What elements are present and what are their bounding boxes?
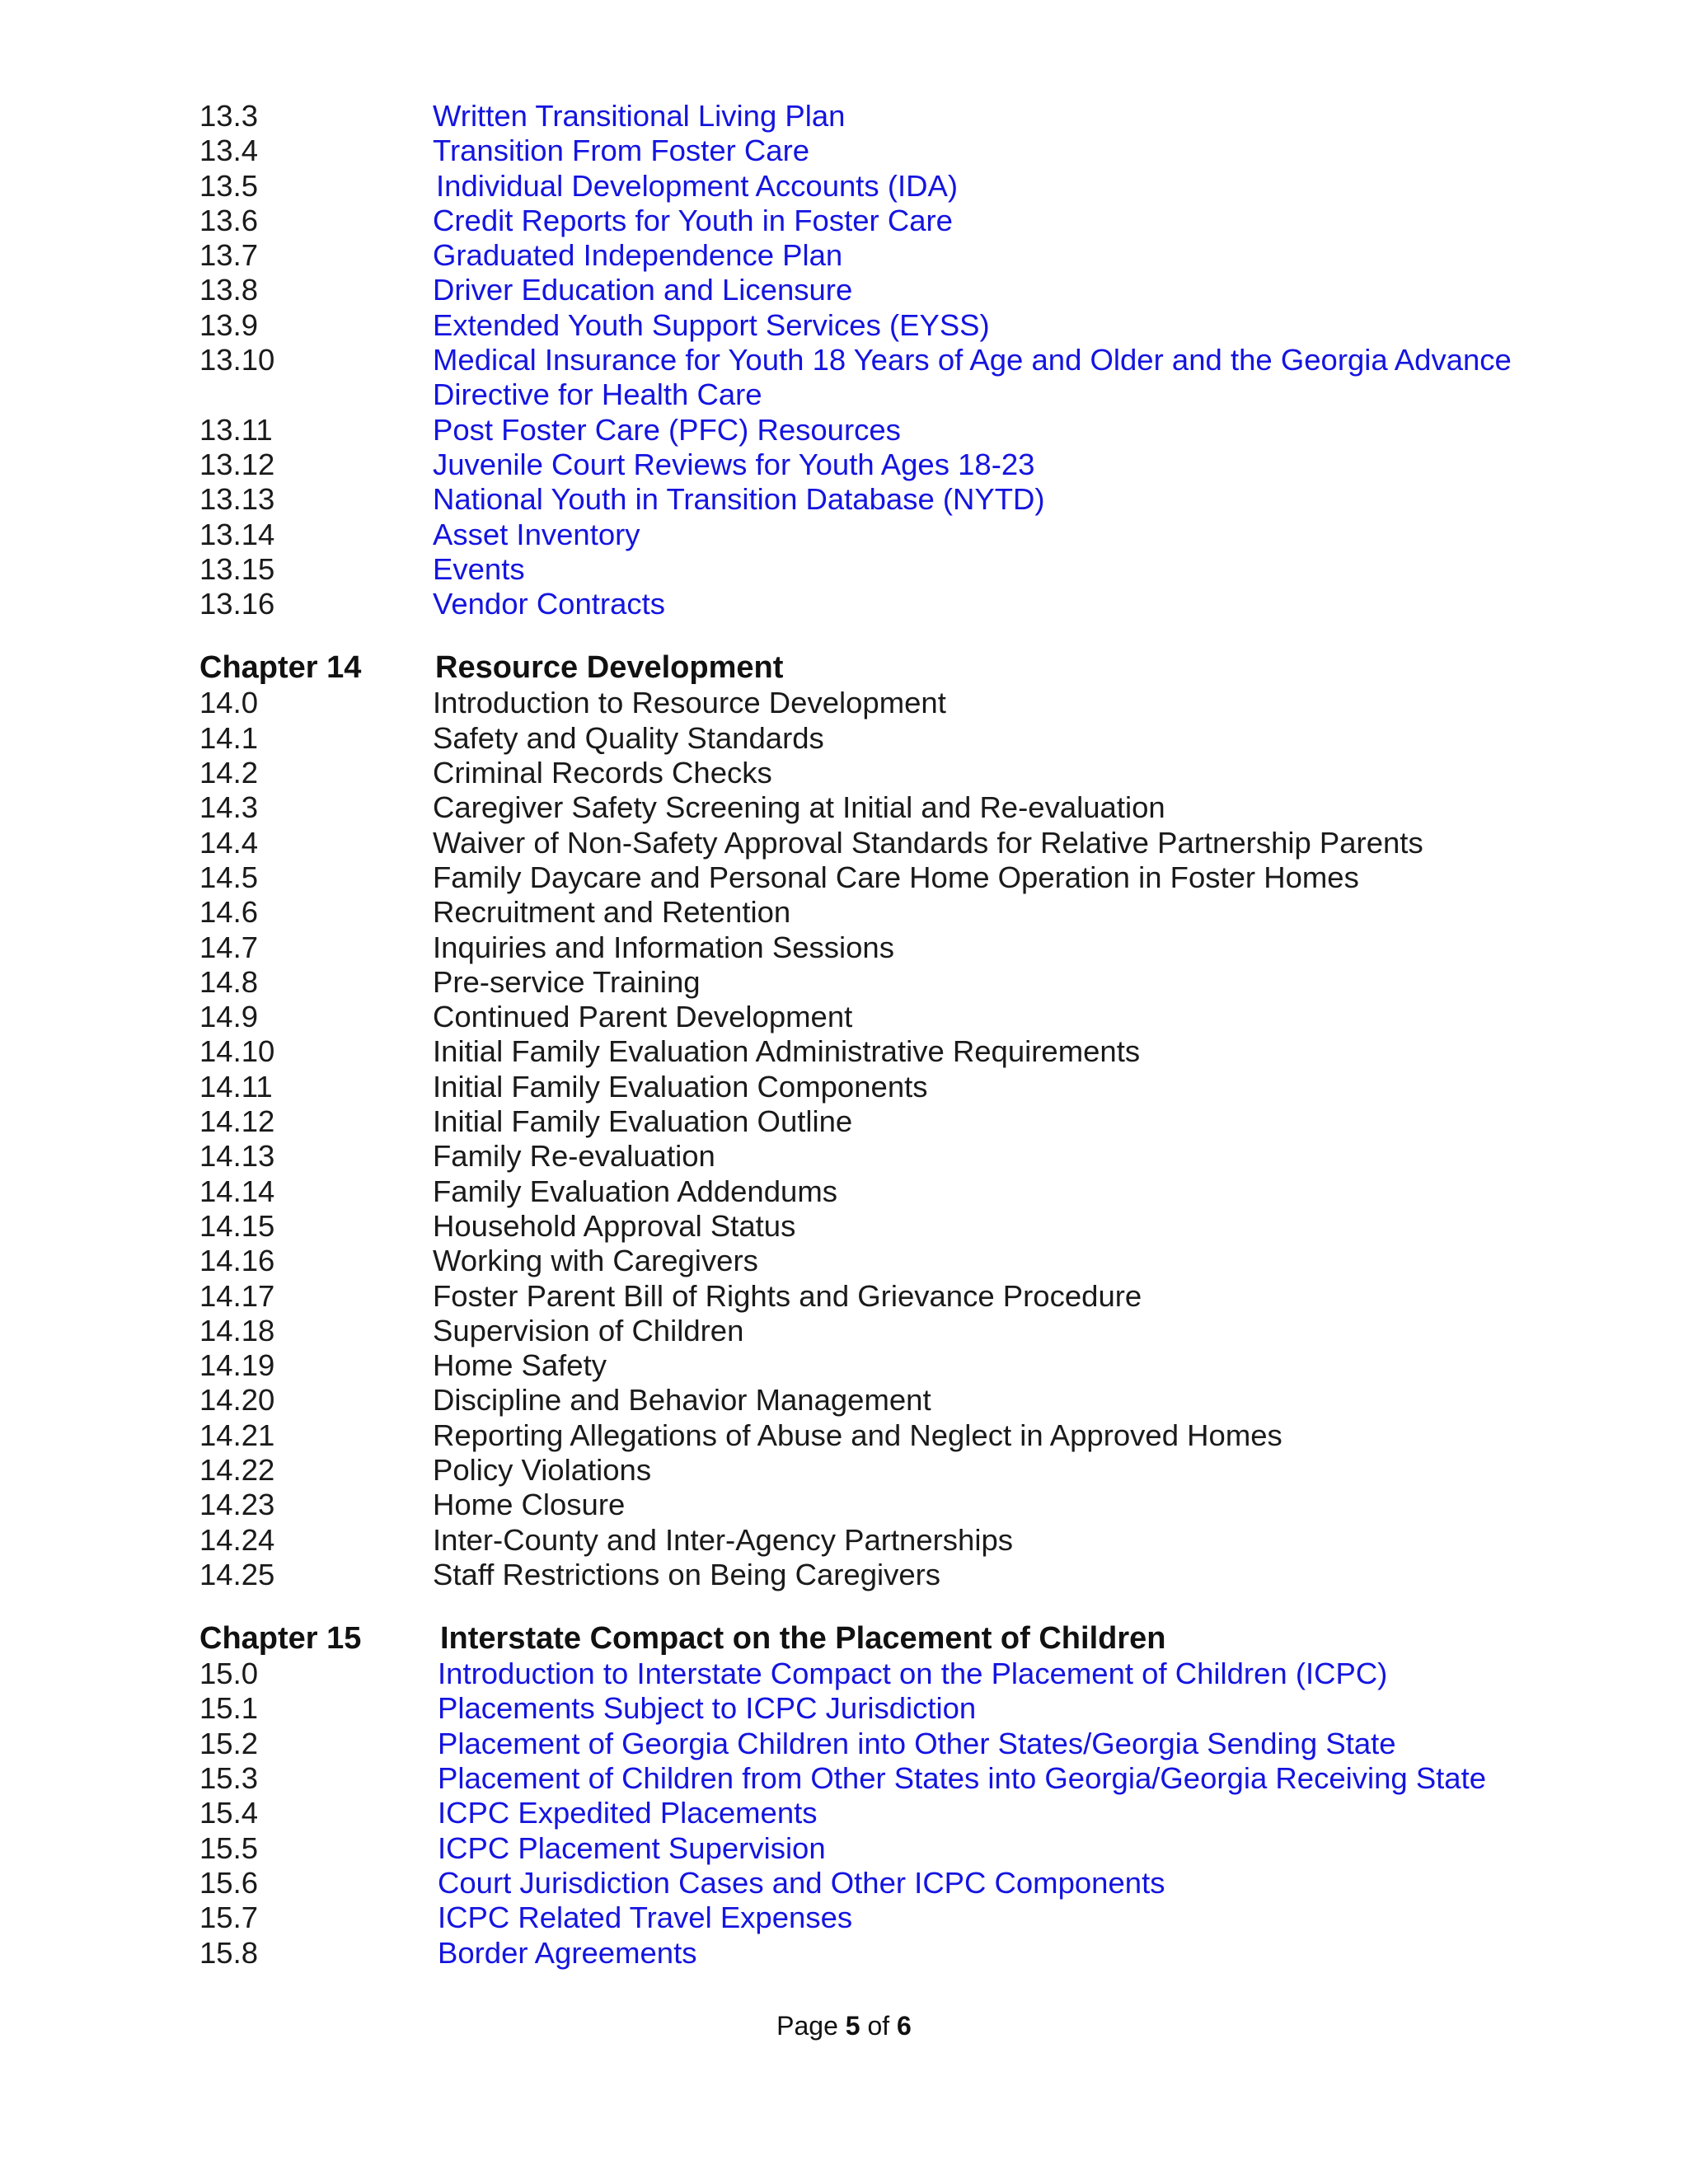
section-title: Staff Restrictions on Being Caregivers [433, 1557, 941, 1591]
toc-row-14-18 [199, 1314, 1551, 1348]
section-number: 14.18 [199, 1313, 275, 1347]
section-title: Discipline and Behavior Management [433, 1383, 931, 1418]
page-label: Page [776, 2011, 838, 2041]
section-number: 13.6 [199, 203, 259, 237]
section-title: Inquiries and Information Sessions [433, 930, 894, 964]
section-number: 15.3 [199, 1761, 259, 1796]
section-link[interactable]: Introduction to Interstate Compact on the Placement of Children (ICPC) [438, 1657, 1388, 1691]
chapter-14-section [199, 649, 1551, 1592]
section-number: 13.11 [199, 412, 273, 447]
section-number: 14.15 [199, 1208, 275, 1243]
section-link[interactable]: Placements Subject to ICPC Jurisdiction [438, 1691, 977, 1726]
chapter-13-list [199, 99, 1551, 621]
section-link[interactable]: Post Foster Care (PFC) Resources [433, 412, 901, 447]
section-title: Reporting Allegations of Abuse and Neglect in Approved Homes [433, 1418, 1282, 1452]
toc-row-14-8 [199, 965, 1551, 1000]
section-link[interactable]: Placement of Children from Other States into Georgia/Georgia Receiving State [438, 1761, 1487, 1796]
section-link[interactable]: Written Transitional Living Plan [433, 99, 846, 133]
section-title: Family Evaluation Addendums [433, 1174, 837, 1208]
section-title: Household Approval Status [433, 1208, 796, 1243]
section-number: 14.14 [199, 1174, 275, 1208]
toc-row-14-3 [199, 790, 1551, 825]
section-number: 14.1 [199, 720, 259, 755]
section-number: 14.16 [199, 1244, 275, 1278]
section-title: Initial Family Evaluation Components [433, 1069, 928, 1104]
table-of-contents [199, 99, 1551, 1971]
chapter-title: Resource Development [435, 650, 784, 686]
section-title: Home Safety [433, 1348, 607, 1383]
section-link[interactable]: Extended Youth Support Services (EYSS) [433, 307, 990, 342]
section-link[interactable]: National Youth in Transition Database (NYTD) [433, 482, 1045, 517]
section-number: 13.15 [199, 551, 275, 586]
section-number: 15.7 [199, 1900, 259, 1935]
toc-row-15-7 [199, 1900, 1551, 1935]
section-number: 14.11 [199, 1069, 273, 1104]
page-of-label: of [867, 2011, 890, 2041]
toc-row-13-15 [199, 552, 1551, 587]
section-number: 14.21 [199, 1418, 275, 1452]
toc-row-14-5 [199, 860, 1551, 895]
section-number: 14.24 [199, 1522, 275, 1557]
section-link[interactable]: Transition From Foster Care [433, 134, 810, 168]
section-number: 15.6 [199, 1865, 259, 1900]
section-number: 14.9 [199, 1000, 259, 1034]
section-number: 14.17 [199, 1278, 275, 1313]
section-number: 14.23 [199, 1488, 275, 1522]
section-number: 13.8 [199, 273, 259, 307]
toc-row-15-2 [199, 1727, 1551, 1761]
current-page-number: 5 [845, 2011, 860, 2041]
section-title: Waiver of Non-Safety Approval Standards for Relative Partnership Parents [433, 825, 1423, 860]
section-title: Family Daycare and Personal Care Home Operation in Foster Homes [433, 860, 1359, 894]
toc-row-15-4 [199, 1796, 1551, 1830]
section-title: Continued Parent Development [433, 1000, 853, 1034]
section-title: Foster Parent Bill of Rights and Grievance Procedure [433, 1278, 1142, 1313]
toc-row-14-7 [199, 930, 1551, 965]
section-number: 13.7 [199, 238, 259, 273]
section-link[interactable]: Border Agreements [438, 1935, 697, 1970]
toc-row-13-13 [199, 482, 1551, 517]
chapter-heading [199, 1620, 1551, 1657]
section-title: Supervision of Children [433, 1313, 744, 1347]
section-number: 13.12 [199, 447, 275, 481]
toc-row-15-5 [199, 1831, 1551, 1866]
chapter-label: Chapter 15 [199, 1621, 362, 1657]
section-number: 13.14 [199, 517, 275, 551]
toc-row-15-1 [199, 1691, 1551, 1726]
page-footer [0, 2011, 1688, 2041]
section-link[interactable]: Events [433, 551, 525, 586]
section-number: 14.3 [199, 790, 259, 825]
toc-row-14-10 [199, 1034, 1551, 1069]
section-title: Caregiver Safety Screening at Initial and Re-evaluation [433, 790, 1165, 825]
section-number: 14.19 [199, 1348, 275, 1383]
toc-row-14-24 [199, 1523, 1551, 1558]
section-number: 14.12 [199, 1104, 275, 1139]
toc-row-13-14 [199, 518, 1551, 552]
section-number: 14.2 [199, 756, 259, 790]
toc-row-14-16 [199, 1244, 1551, 1278]
toc-row-14-0 [199, 686, 1551, 720]
total-pages-number: 6 [897, 2011, 912, 2041]
section-number: 14.22 [199, 1452, 275, 1487]
section-link[interactable]: ICPC Expedited Placements [438, 1796, 818, 1830]
toc-row-14-20 [199, 1383, 1551, 1418]
section-title: Working with Caregivers [433, 1244, 758, 1278]
section-number: 15.2 [199, 1726, 259, 1760]
section-title: Inter-County and Inter-Agency Partnerships [433, 1522, 1013, 1557]
section-link[interactable]: Court Jurisdiction Cases and Other ICPC Components [438, 1865, 1165, 1900]
toc-row-14-19 [199, 1348, 1551, 1383]
section-link[interactable]: Placement of Georgia Children into Other States/Georgia Sending State [438, 1726, 1396, 1760]
toc-row-14-12 [199, 1104, 1551, 1139]
toc-row-14-9 [199, 1000, 1551, 1034]
toc-row-14-2 [199, 756, 1551, 790]
section-title: Recruitment and Retention [433, 895, 791, 930]
toc-row-14-1 [199, 721, 1551, 756]
toc-row-13-7 [199, 238, 1551, 273]
section-title: Home Closure [433, 1488, 626, 1522]
toc-row-14-17 [199, 1279, 1551, 1314]
chapter-label: Chapter 14 [199, 650, 362, 686]
toc-row-13-6 [199, 204, 1551, 238]
section-title: Criminal Records Checks [433, 756, 772, 790]
toc-row-13-9 [199, 308, 1551, 343]
section-title: Initial Family Evaluation Outline [433, 1104, 853, 1139]
section-number: 13.9 [199, 307, 259, 342]
section-number: 15.4 [199, 1796, 259, 1830]
toc-row-13-3 [199, 99, 1551, 134]
section-number: 13.13 [199, 482, 275, 517]
section-number: 14.13 [199, 1139, 275, 1174]
toc-row-13-11 [199, 413, 1551, 448]
section-title: Initial Family Evaluation Administrative Requirements [433, 1034, 1141, 1069]
section-link[interactable]: Individual Development Accounts (IDA) [436, 168, 958, 203]
section-number: 15.5 [199, 1830, 259, 1865]
section-title: Family Re-evaluation [433, 1139, 715, 1174]
section-number: 14.25 [199, 1557, 275, 1591]
section-link[interactable]: ICPC Placement Supervision [438, 1830, 826, 1865]
toc-row-14-15 [199, 1209, 1551, 1244]
toc-row-14-23 [199, 1488, 1551, 1522]
toc-row-14-22 [199, 1453, 1551, 1488]
section-number: 14.20 [199, 1383, 275, 1418]
section-number: 13.10 [199, 343, 275, 377]
section-link[interactable]: Juvenile Court Reviews for Youth Ages 18-23 [433, 447, 1035, 481]
toc-row-14-14 [199, 1174, 1551, 1209]
section-number: 13.3 [199, 99, 259, 133]
toc-row-13-12 [199, 448, 1551, 482]
section-title: Pre-service Training [433, 964, 701, 999]
chapter-title: Interstate Compact on the Placement of Children [440, 1621, 1166, 1657]
toc-row-14-25 [199, 1558, 1551, 1592]
toc-row-13-16 [199, 587, 1551, 621]
section-title: Introduction to Resource Development [433, 686, 946, 720]
toc-row-14-13 [199, 1139, 1551, 1174]
section-number: 14.8 [199, 964, 259, 999]
section-number: 15.0 [199, 1657, 259, 1691]
section-number: 13.5 [199, 168, 259, 203]
section-number: 15.1 [199, 1691, 259, 1726]
toc-row-14-4 [199, 826, 1551, 860]
toc-row-15-3 [199, 1761, 1551, 1796]
toc-row-14-21 [199, 1418, 1551, 1453]
section-number: 14.5 [199, 860, 259, 894]
toc-row-13-10 [199, 343, 1551, 413]
toc-row-15-0 [199, 1657, 1551, 1691]
toc-row-14-11 [199, 1070, 1551, 1104]
section-link[interactable]: Medical Insurance for Youth 18 Years of Age and Older and the Georgia Advance Directive for Health Care [433, 343, 1512, 412]
section-number: 13.16 [199, 587, 275, 621]
chapter-15-section [199, 1620, 1551, 1971]
section-link[interactable]: Driver Education and Licensure [433, 273, 853, 307]
section-title: Policy Violations [433, 1452, 652, 1487]
section-number: 15.8 [199, 1935, 259, 1970]
section-link[interactable]: Graduated Independence Plan [433, 238, 843, 273]
section-number: 14.4 [199, 825, 259, 860]
toc-row-13-5 [199, 169, 1551, 204]
section-link[interactable]: ICPC Related Travel Expenses [438, 1900, 853, 1935]
section-link[interactable]: Asset Inventory [433, 517, 640, 551]
chapter-heading [199, 649, 1551, 686]
toc-row-15-6 [199, 1866, 1551, 1900]
section-title: Safety and Quality Standards [433, 720, 824, 755]
toc-row-14-6 [199, 895, 1551, 930]
section-number: 14.6 [199, 895, 259, 930]
toc-row-13-4 [199, 134, 1551, 168]
section-link[interactable]: Vendor Contracts [433, 587, 666, 621]
section-number: 14.7 [199, 930, 259, 964]
toc-row-15-8 [199, 1936, 1551, 1971]
section-number: 14.10 [199, 1034, 275, 1069]
toc-row-13-8 [199, 273, 1551, 307]
section-link[interactable]: Credit Reports for Youth in Foster Care [433, 203, 953, 237]
section-number: 13.4 [199, 134, 259, 168]
section-number: 14.0 [199, 686, 259, 720]
